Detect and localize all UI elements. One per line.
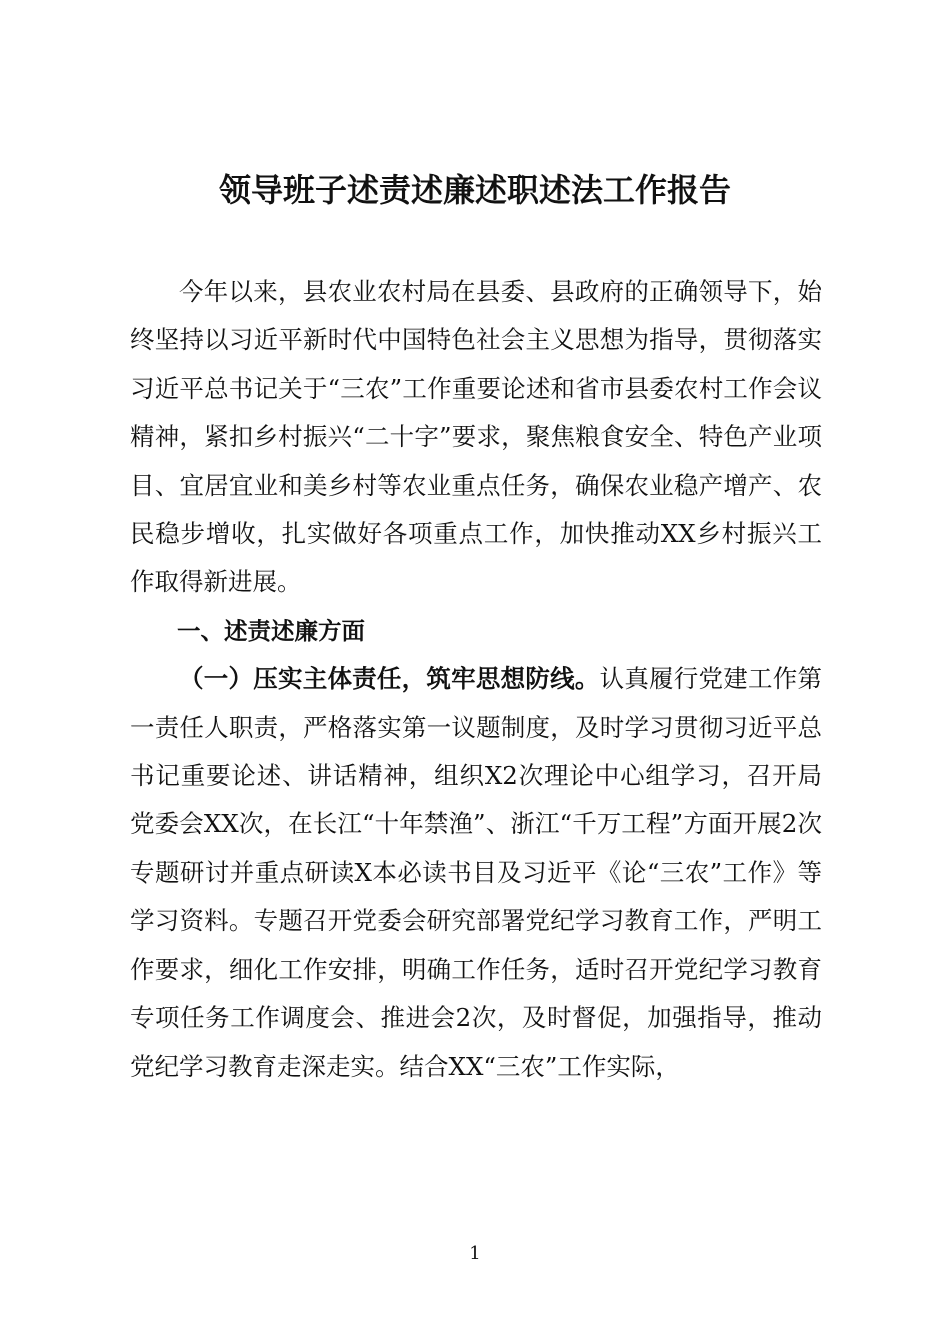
page-number: 1	[469, 1243, 481, 1264]
intro-paragraph: 今年以来，县农业农村局在县委、县政府的正确领导下，始终坚持以习近平新时代中国特色社会主义思想为指导，贯彻落实习近平总书记关于“三农”工作重要论述和省市县委农村工作会议精神，紧扣乡村振兴“二十字”要求，聚焦粮食安全、特色产业项目、宜居宜业和美乡村等农业重点任务，确保农业稳产增产、农民稳步增收，扎实做好各项重点工作，加快推动XX乡村振兴工作取得新进展。	[130, 277, 822, 597]
subsection-text: 认真履行党建工作第一责任人职责，严格落实第一议题制度，及时学习贯彻习近平总书记重要论述、讲话精神，组织X2次理论中心组学习，召开局党委会XX次，在长江“十年禁渔”、浙江“千万工程”方面开展2次专题研讨并重点研读X本必读书目及习近平《论“三农”工作》等学习资料。专题召开党委会研究部署党纪学习教育工作，严明工作要求，细化工作安排，明确工作任务，适时召开党纪学习教育专项任务工作调度会、推进会2次，及时督促，加强指导，推动党纪学习教育走深走实。结合XX“三农”工作实际，	[130, 664, 822, 1081]
section-heading: 一、述责述廉方面	[177, 616, 365, 645]
document-title: 领导班子述责述廉述职述法工作报告	[218, 171, 731, 209]
subsection-paragraph	[130, 655, 822, 1091]
subsection-lead: （一）压实主体责任，筑牢思想防线。	[179, 664, 600, 694]
document-body	[130, 268, 822, 1091]
